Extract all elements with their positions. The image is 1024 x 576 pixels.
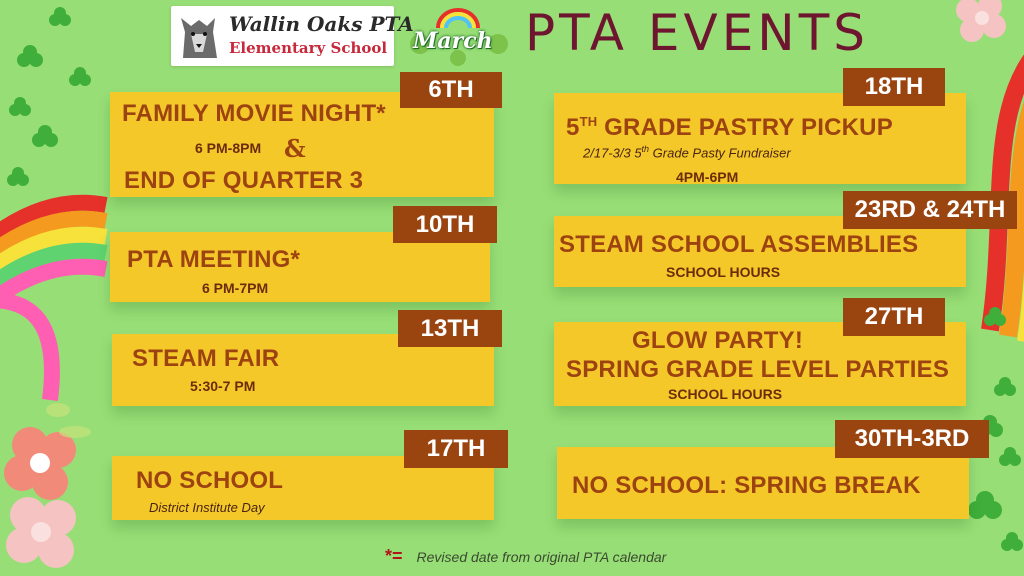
- event-title-secondary: SPRING GRADE LEVEL PARTIES: [566, 356, 950, 383]
- date-tag: 27TH: [843, 298, 945, 336]
- event-title: STEAM SCHOOL ASSEMBLIES: [559, 231, 919, 258]
- date-tag: 17TH: [404, 430, 508, 468]
- school-logo: [171, 6, 414, 66]
- note-part: 2/17-3/3 5: [583, 145, 642, 161]
- event-title-secondary: END OF QUARTER 3: [124, 167, 364, 194]
- date-tag: 30TH-3RD: [835, 420, 989, 458]
- right-rainbow-graphic: [990, 30, 1024, 342]
- footnote: [385, 546, 666, 567]
- logo-title: Wallin Oaks PTA: [229, 12, 414, 36]
- flower-icon: [956, 0, 1006, 42]
- event-title: NO SCHOOL: [136, 467, 284, 494]
- event-title-text: GRADE PASTRY PICKUP: [604, 114, 893, 141]
- event-note: [583, 144, 791, 160]
- event-time: 6 PM-8PM: [195, 140, 262, 156]
- event-title: GLOW PARTY!: [632, 327, 804, 354]
- date-tag: 23RD & 24TH: [843, 191, 1017, 229]
- ampersand: &: [284, 134, 306, 163]
- event-time: 5:30-7 PM: [190, 378, 256, 394]
- date-tag: 13TH: [398, 310, 502, 347]
- date-tag: 18TH: [843, 68, 945, 106]
- date-tag: 10TH: [393, 206, 497, 243]
- event-time: 4PM-6PM: [676, 169, 739, 185]
- note-part: Grade Pasty Fundraiser: [649, 145, 791, 161]
- wolf-mascot-icon: [177, 12, 221, 60]
- flower-icon: [4, 427, 76, 500]
- note-suffix: th: [641, 144, 650, 154]
- grade-number: 5: [566, 114, 580, 141]
- footnote-text: Revised date from original PTA calendar: [416, 549, 667, 565]
- event-note: District Institute Day: [149, 500, 265, 515]
- footnote-symbol: *=: [385, 546, 403, 566]
- page-title: PTA EVENTS: [525, 4, 869, 62]
- date-tag: 6TH: [400, 72, 502, 108]
- event-title: NO SCHOOL: SPRING BREAK: [572, 472, 921, 499]
- event-time: 6 PM-7PM: [202, 280, 269, 296]
- flower-icon: [6, 497, 76, 568]
- month-label: March: [413, 28, 493, 54]
- event-time: SCHOOL HOURS: [666, 264, 781, 280]
- grade-suffix: TH: [579, 114, 598, 129]
- march-badge: [408, 2, 508, 68]
- event-time: SCHOOL HOURS: [668, 386, 783, 402]
- logo-subtitle: Elementary School: [229, 39, 388, 57]
- event-title: STEAM FAIR: [132, 345, 280, 372]
- event-title: [566, 114, 893, 142]
- left-rainbow-graphic: [0, 203, 106, 400]
- event-title: FAMILY MOVIE NIGHT*: [122, 100, 386, 127]
- event-title: PTA MEETING*: [127, 246, 301, 273]
